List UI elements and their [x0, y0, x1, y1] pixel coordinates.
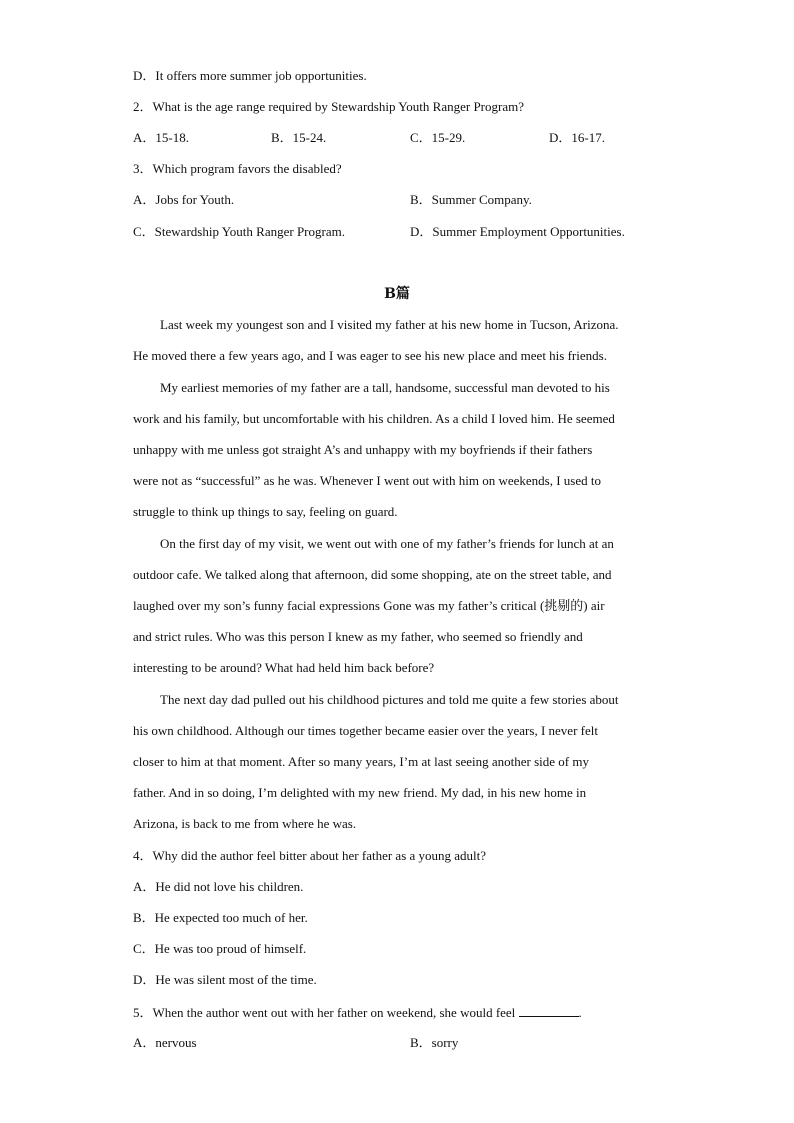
q5-question-row: [133, 1004, 582, 1020]
q4-question: 4．Why did the author feel bitter about her father as a young adult?: [133, 848, 487, 863]
q5-question: 5．When the author went out with her father on weekend, she would feel: [133, 1005, 516, 1020]
section-title: B篇: [384, 286, 410, 302]
q4-option-d: D．He was silent most of the time.: [133, 972, 317, 987]
q1-option-d: D．It offers more summer job opportunities.: [133, 68, 367, 83]
q2-question: 2．What is the age range required by Stewardship Youth Ranger Program?: [133, 99, 524, 114]
passage-line: outdoor cafe. We talked along that afternoon, did some shopping, ate on the street table, and: [133, 567, 612, 582]
q4-option-b: B．He expected too much of her.: [133, 910, 308, 925]
passage-line: Last week my youngest son and I visited my father at his new home in Tucson, Arizona.: [160, 317, 619, 332]
passage-line: The next day dad pulled out his childhood pictures and told me quite a few stories about: [160, 692, 619, 707]
q2-option-b: B．15-24.: [271, 130, 327, 145]
q3-option-b: B．Summer Company.: [410, 192, 532, 207]
q2-option-a: A．15-18.: [133, 130, 189, 145]
q5-option-b: B．sorry: [410, 1035, 459, 1050]
q4-option-c: C．He was too proud of himself.: [133, 941, 307, 956]
q4-option-a: A．He did not love his children.: [133, 879, 304, 894]
q5-question-end: .: [578, 1005, 582, 1020]
passage-line: and strict rules. Who was this person I knew as my father, who seemed so friendly and: [133, 629, 583, 644]
q5-option-a: A．nervous: [133, 1035, 197, 1050]
q2-option-d: D．16-17.: [549, 130, 605, 145]
passage-line: Arizona, is back to me from where he was.: [133, 816, 357, 831]
passage-line: unhappy with me unless got straight A’s and unhappy with my boyfriends if their fathers: [133, 442, 593, 457]
passage-line: interesting to be around? What had held him back before?: [133, 660, 435, 675]
passage-line: were not as “successful” as he was. Whenever I went out with him on weekends, I used to: [133, 473, 601, 488]
passage-line: his own childhood. Although our times together became easier over the years, I never felt: [133, 723, 598, 738]
passage-line: My earliest memories of my father are a tall, handsome, successful man devoted to his: [160, 380, 610, 395]
q3-option-a: A．Jobs for Youth.: [133, 192, 235, 207]
q3-question: 3．Which program favors the disabled?: [133, 161, 342, 176]
passage-line: On the first day of my visit, we went out with one of my father’s friends for lunch at an: [160, 536, 614, 551]
q3-option-c: C．Stewardship Youth Ranger Program.: [133, 224, 345, 239]
passage-line: closer to him at that moment. After so many years, I’m at last seeing another side of my: [133, 754, 589, 769]
q2-option-c: C．15-29.: [410, 130, 466, 145]
answer-blank: [519, 1004, 579, 1017]
passage-line: father. And in so doing, I’m delighted with my new friend. My dad, in his new home in: [133, 785, 587, 800]
passage-line: work and his family, but uncomfortable with his children. As a child I loved him. He seemed: [133, 411, 615, 426]
passage-line: laughed over my son’s funny facial expressions Gone was my father’s critical (挑剔的) air: [133, 598, 605, 613]
passage-line: He moved there a few years ago, and I was eager to see his new place and meet his friends.: [133, 348, 607, 363]
passage-line: struggle to think up things to say, feeling on guard.: [133, 504, 398, 519]
q3-option-d: D．Summer Employment Opportunities.: [410, 224, 625, 239]
